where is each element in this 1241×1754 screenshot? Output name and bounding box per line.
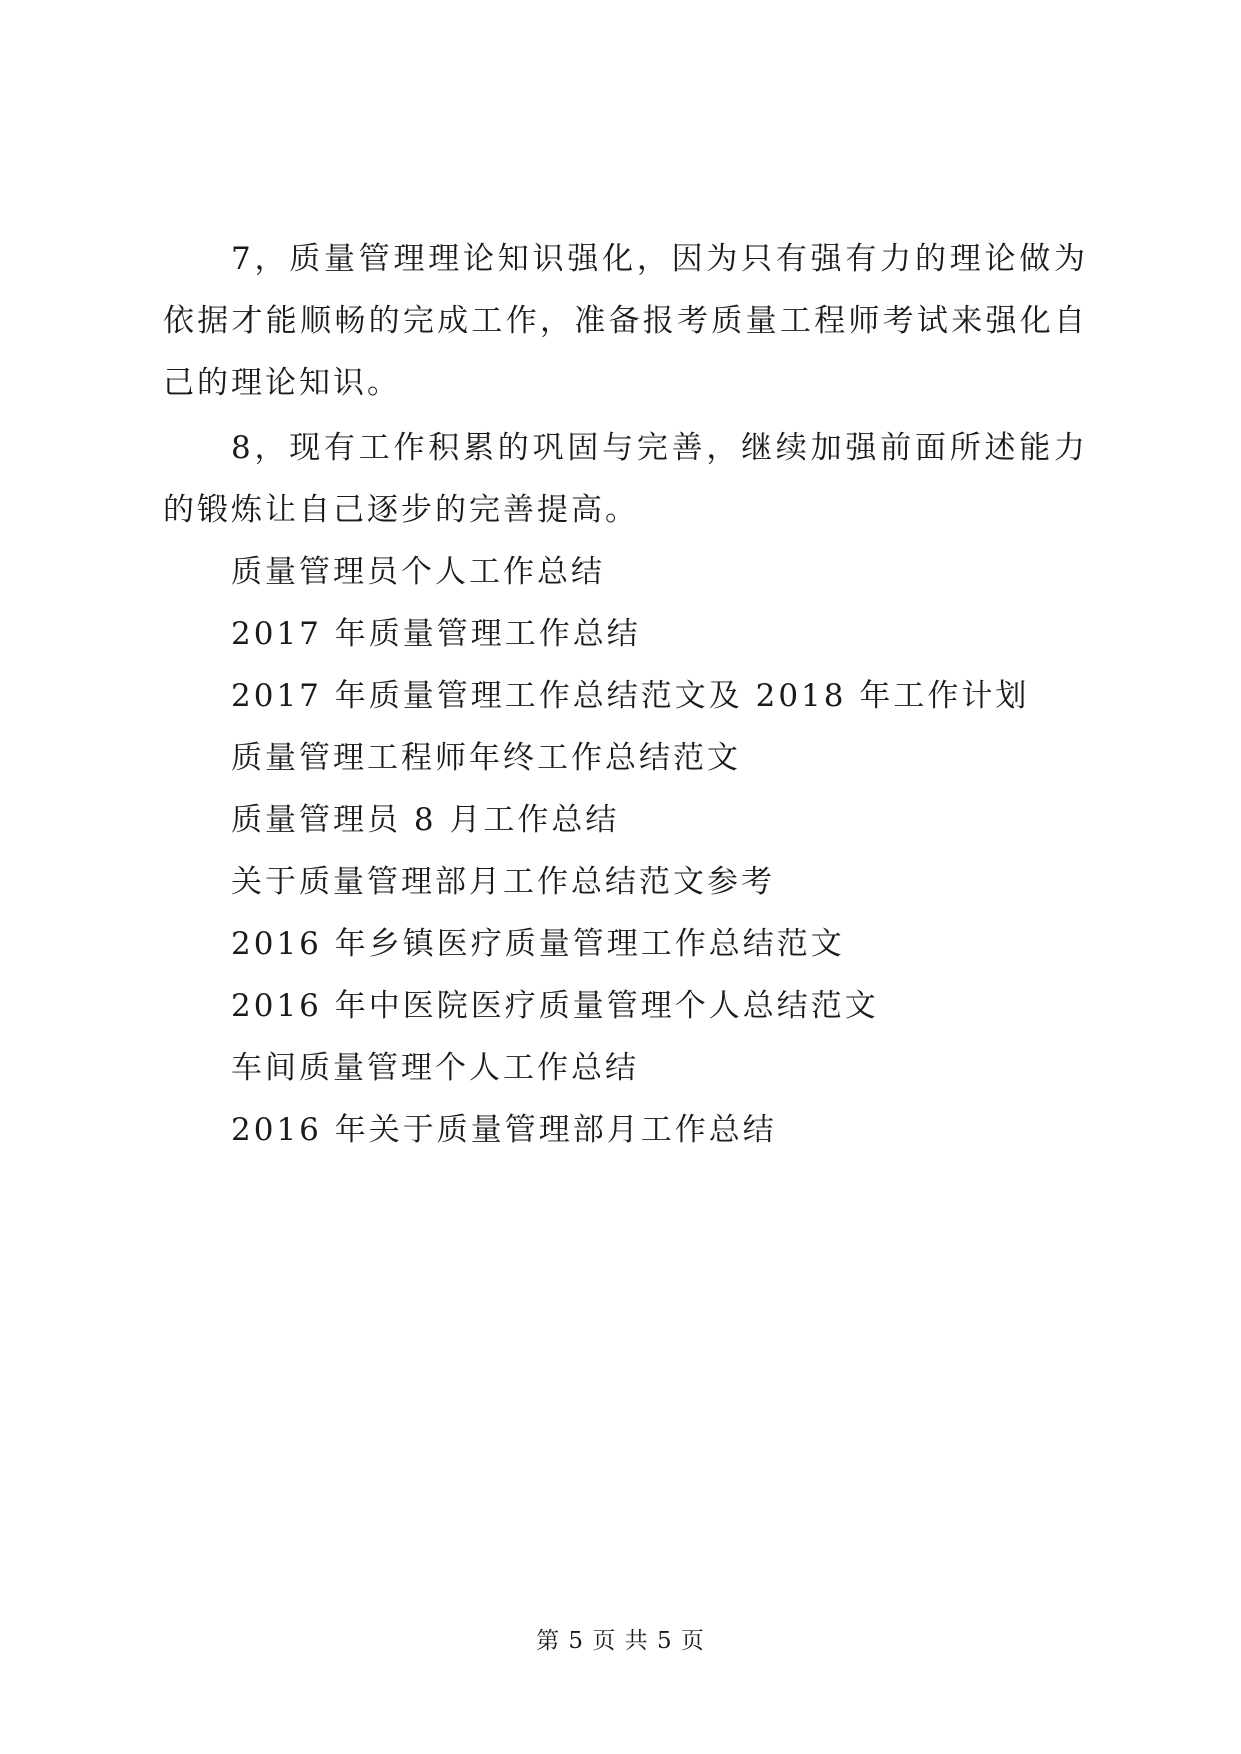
related-title[interactable]: 2016 年关于质量管理部月工作总结	[231, 1112, 777, 1148]
related-title[interactable]: 质量管理员个人工作总结	[231, 554, 605, 590]
related-title[interactable]: 质量管理工程师年终工作总结范文	[231, 740, 741, 776]
paragraph-item-7: 7，质量管理理论知识强化，因为只有强有力的理论做为依据才能顺畅的完成工作，准备报考质量工程师考试来强化自己的理论知识。	[163, 241, 1088, 401]
document-body	[163, 228, 1088, 1161]
related-title[interactable]: 车间质量管理个人工作总结	[231, 1050, 639, 1086]
related-title[interactable]: 2017 年质量管理工作总结范文及 2018 年工作计划	[231, 678, 1030, 714]
page-number-footer: 第 5 页 共 5 页	[536, 1628, 705, 1654]
related-titles-list	[163, 541, 1088, 1161]
related-title[interactable]: 2017 年质量管理工作总结	[231, 616, 641, 652]
related-title[interactable]: 2016 年乡镇医疗质量管理工作总结范文	[231, 926, 845, 962]
paragraph-item-8: 8，现有工作积累的巩固与完善，继续加强前面所述能力的锻炼让自己逐步的完善提高。	[163, 430, 1088, 528]
related-title[interactable]: 2016 年中医院医疗质量管理个人总结范文	[231, 988, 879, 1024]
related-title[interactable]: 质量管理员 8 月工作总结	[231, 802, 620, 838]
related-title[interactable]: 关于质量管理部月工作总结范文参考	[231, 864, 775, 900]
